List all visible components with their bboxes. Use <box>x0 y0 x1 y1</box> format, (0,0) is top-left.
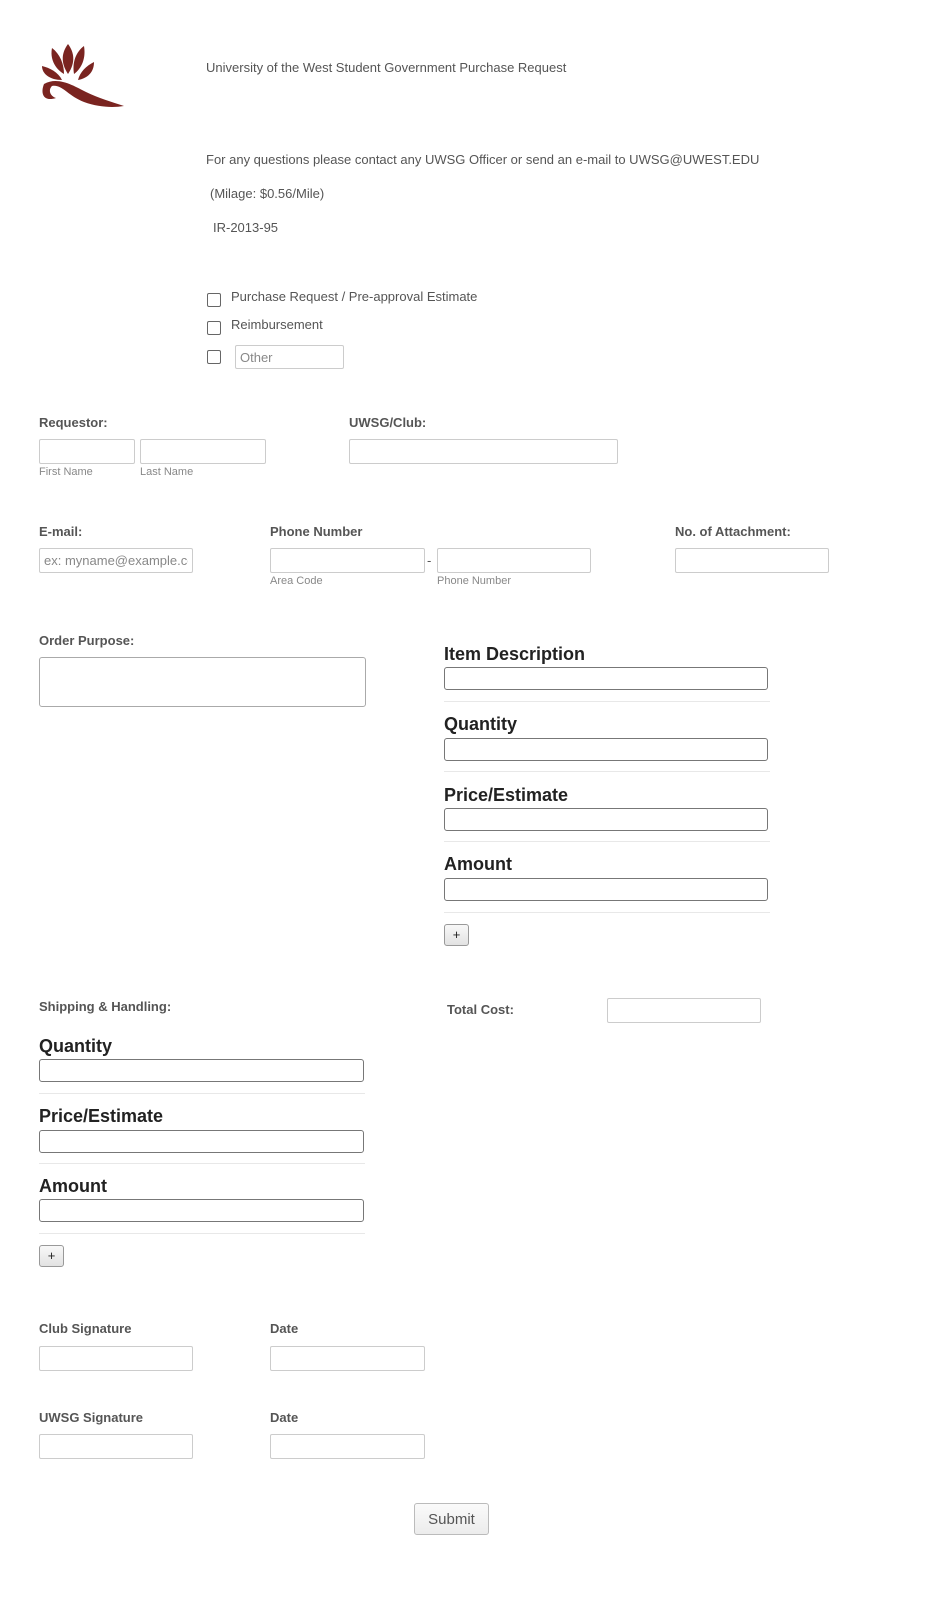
shipping-quantity-label: Quantity <box>39 1036 113 1056</box>
phone-number-input[interactable] <box>437 548 591 573</box>
total-cost-input[interactable] <box>607 998 761 1023</box>
club-signature-label: Club Signature <box>39 1321 132 1336</box>
item-divider <box>444 771 770 772</box>
shipping-label: Shipping & Handling: <box>39 999 172 1014</box>
shipping-divider <box>39 1163 365 1164</box>
total-cost-label: Total Cost: <box>447 1002 514 1017</box>
order-purpose-label: Order Purpose: <box>39 633 135 648</box>
item-price-label: Price/Estimate <box>444 785 569 805</box>
shipping-amount-input[interactable] <box>39 1199 364 1222</box>
reimbursement-label: Reimbursement <box>231 317 323 332</box>
submit-button[interactable]: Submit <box>414 1503 489 1535</box>
email-label: E-mail: <box>39 524 83 539</box>
item-divider <box>444 841 770 842</box>
club-date-label: Date <box>270 1321 299 1336</box>
other-input[interactable] <box>235 345 344 369</box>
requestor-label: Requestor: <box>39 415 108 430</box>
item-amount-label: Amount <box>444 854 512 874</box>
purchase-request-label: Purchase Request / Pre-approval Estimate <box>231 289 478 304</box>
uwsg-date-input[interactable] <box>270 1434 425 1459</box>
item-description-input[interactable] <box>444 667 768 690</box>
last-name-input[interactable] <box>140 439 266 464</box>
shipping-divider <box>39 1233 365 1234</box>
phone-number-sublabel: Phone Number <box>437 575 511 587</box>
purchase-request-checkbox[interactable] <box>207 293 221 307</box>
form-title: University of the West Student Government Purchase Request <box>206 60 567 75</box>
add-shipping-button[interactable]: + <box>39 1245 64 1267</box>
attachments-label: No. of Attachment: <box>675 524 791 539</box>
attachments-input[interactable] <box>675 548 829 573</box>
club-date-input[interactable] <box>270 1346 425 1371</box>
reimbursement-checkbox[interactable] <box>207 321 221 335</box>
item-description-label: Item Description <box>444 644 586 664</box>
email-input[interactable] <box>39 548 193 573</box>
milage-text: (Milage: $0.56/Mile) <box>210 186 325 201</box>
shipping-divider <box>39 1093 365 1094</box>
phone-dash: - <box>427 553 432 568</box>
shipping-price-input[interactable] <box>39 1130 364 1153</box>
add-item-button[interactable]: + <box>444 924 469 946</box>
item-quantity-input[interactable] <box>444 738 768 761</box>
item-amount-input[interactable] <box>444 878 768 901</box>
first-name-sublabel: First Name <box>39 466 93 478</box>
club-input[interactable] <box>349 439 618 464</box>
contact-text: For any questions please contact any UWSG Officer or send an e-mail to UWSG@UWEST.EDU <box>206 152 760 167</box>
order-purpose-textarea[interactable] <box>39 657 366 707</box>
last-name-sublabel: Last Name <box>140 466 194 478</box>
club-signature-input[interactable] <box>39 1346 193 1371</box>
uwsg-signature-label: UWSG Signature <box>39 1410 144 1425</box>
shipping-price-label: Price/Estimate <box>39 1106 164 1126</box>
form-code: IR-2013-95 <box>213 220 279 235</box>
uwsg-signature-input[interactable] <box>39 1434 193 1459</box>
area-code-sublabel: Area Code <box>270 575 323 587</box>
item-quantity-label: Quantity <box>444 714 518 734</box>
uwest-lotus-logo <box>38 40 126 112</box>
item-divider <box>444 701 770 702</box>
club-label: UWSG/Club: <box>349 415 427 430</box>
phone-label: Phone Number <box>270 524 363 539</box>
shipping-amount-label: Amount <box>39 1176 107 1196</box>
other-checkbox[interactable] <box>207 350 221 364</box>
item-price-input[interactable] <box>444 808 768 831</box>
item-divider <box>444 912 770 913</box>
first-name-input[interactable] <box>39 439 135 464</box>
area-code-input[interactable] <box>270 548 425 573</box>
uwsg-date-label: Date <box>270 1410 299 1425</box>
shipping-quantity-input[interactable] <box>39 1059 364 1082</box>
